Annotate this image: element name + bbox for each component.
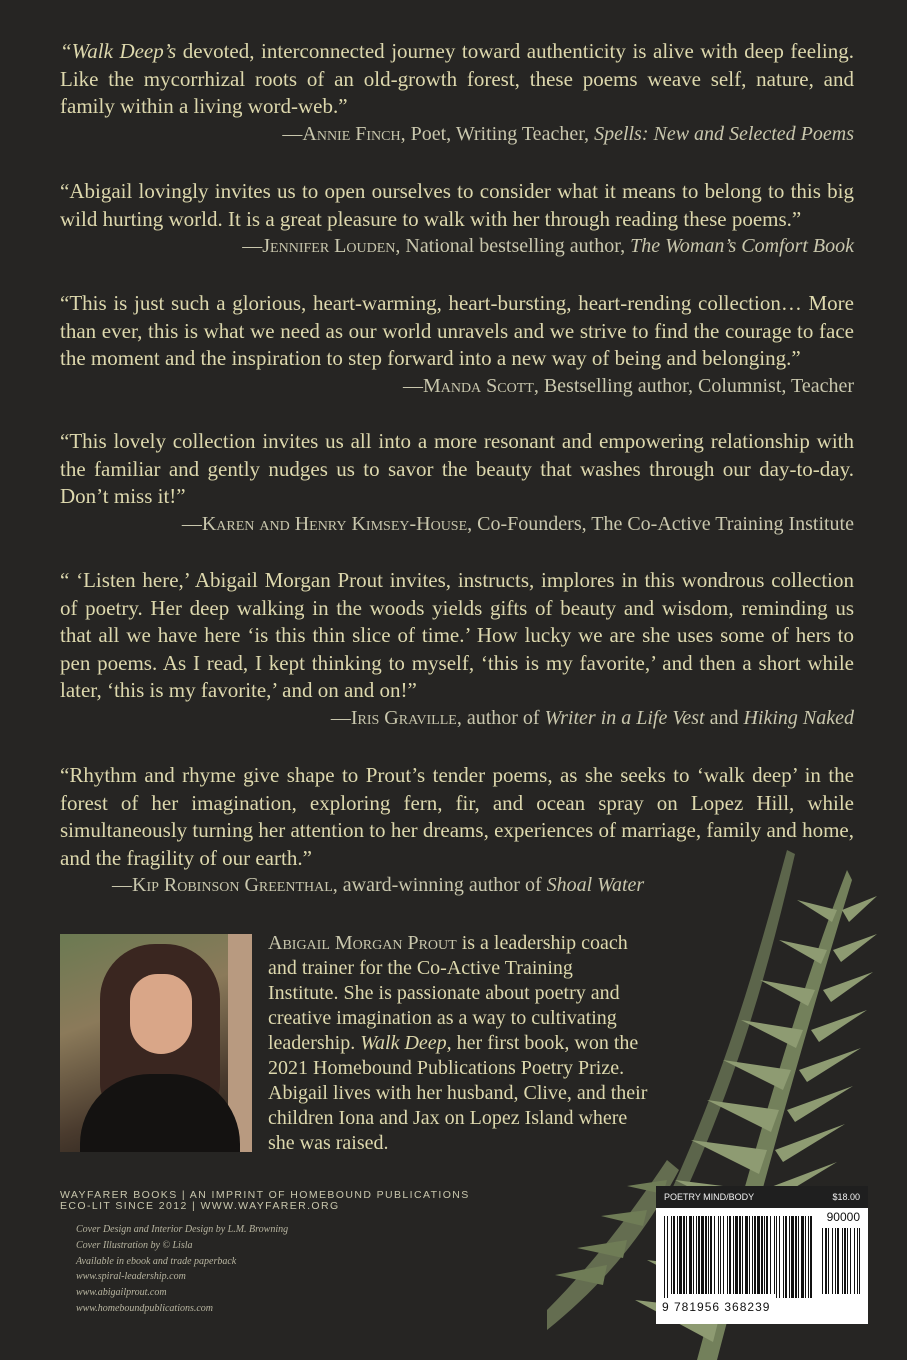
barcode-bar xyxy=(701,1216,704,1294)
barcode-bar xyxy=(847,1228,848,1294)
testimonial xyxy=(60,290,854,400)
barcode-bar xyxy=(673,1216,675,1294)
attribution-role: , Poet, Writing Teacher, xyxy=(400,122,595,145)
attribution-name: —Annie Finch xyxy=(282,122,401,145)
testimonial xyxy=(60,567,854,732)
barcode-bar xyxy=(842,1228,843,1294)
barcode-bar xyxy=(832,1228,833,1294)
barcode-bar xyxy=(805,1216,806,1298)
barcode-bar xyxy=(835,1228,836,1294)
barcode-bar xyxy=(752,1216,753,1294)
author-bio xyxy=(268,931,648,1156)
attribution-title: Spells: New and Selected Poems xyxy=(594,122,854,145)
publisher-info xyxy=(60,1190,480,1212)
barcode-bar xyxy=(733,1216,734,1294)
bio-text: is a leadership coach and trainer for the Co-Active Training Institute. She is passionate about poetry and creative imagination as a way to cultivating leadership. xyxy=(268,932,628,1054)
barcode-bar xyxy=(718,1216,719,1294)
attribution-title: Shoal Water xyxy=(546,874,645,896)
barcode-bar xyxy=(693,1216,694,1294)
author-photo xyxy=(60,934,252,1152)
attribution-role: , Bestselling author, Columnist, Teacher xyxy=(533,374,854,397)
barcode-bar xyxy=(698,1216,700,1294)
barcode-bar xyxy=(714,1216,715,1294)
attribution-name: —Kip Robinson Greenthal xyxy=(112,874,333,896)
testimonial xyxy=(60,762,854,900)
website-link[interactable]: www.abigailprout.com xyxy=(76,1287,167,1299)
barcode-bar xyxy=(739,1216,741,1294)
barcode-bar xyxy=(723,1216,724,1294)
attribution-name: —Jennifer Louden xyxy=(242,235,396,257)
barcode-bar xyxy=(822,1228,823,1294)
attribution-name: —Iris Graville xyxy=(330,706,457,729)
barcode-bar xyxy=(696,1216,697,1294)
quote-attribution xyxy=(60,872,854,900)
quote-text: “This lovely collection invites us all into a more resonant and empowering relationship with the familiar and gently nudges us to savor the beauty that washes through our day-to-day. Don’t miss it!” xyxy=(60,429,854,508)
attribution-name: —Karen and Henry Kimsey-House xyxy=(181,512,468,535)
quote-book-title: “Walk Deep’s xyxy=(60,39,177,63)
barcode-bar xyxy=(770,1216,771,1294)
barcode-bar xyxy=(710,1216,712,1294)
website-link[interactable]: www.spiral-leadership.com xyxy=(76,1271,186,1283)
bio-book-title: Walk Deep, xyxy=(360,1032,452,1054)
quote-text: devoted, interconnected journey toward authenticity is alive with deep feeling. Like the mycorrhizal roots of an old-growth forest, these poems weave self, nature, and family within a living word-web.” xyxy=(60,39,854,118)
barcode-bar xyxy=(727,1216,728,1294)
quote-text: “Abigail lovingly invites us to open ourselves to consider what it means to belong to this big wild hurting world. It is a great pleasure to walk with her through reading these poems.” xyxy=(60,179,854,231)
barcode-bar xyxy=(808,1216,809,1298)
barcode-bar xyxy=(671,1216,672,1294)
quote-text: “This is just such a glorious, heart-warming, heart-bursting, heart-rending collection… More than ever, this is what we need as our world unravels and we strive to find the courage to face the moment and the inspiration to step forward into a new way of being and belonging.” xyxy=(60,291,854,370)
barcode-bar xyxy=(795,1216,797,1298)
barcode-bar xyxy=(785,1216,787,1298)
barcode-bar xyxy=(729,1216,731,1294)
attribution-and: and xyxy=(704,706,744,729)
price-code: 90000 xyxy=(826,1210,860,1224)
bio-text-2: her first book, won the 2021 Homebound Publications Poetry Prize. Abigail lives with her husband, Clive, and their children Iona and Jax on Lopez Island where she was raised. xyxy=(268,1032,648,1154)
attribution-title: The Woman’s Comfort Book xyxy=(630,235,854,257)
barcode-bar xyxy=(789,1216,790,1298)
attribution-title: Writer in a Life Vest xyxy=(544,706,705,729)
barcode-bar xyxy=(776,1216,777,1298)
barcode-bar xyxy=(766,1216,768,1294)
category-label: POETRY MIND/BODY xyxy=(664,1192,755,1202)
barcode-bar xyxy=(720,1216,721,1294)
barcode-bar xyxy=(677,1216,678,1294)
barcode-bar xyxy=(735,1216,738,1294)
publisher-line: ECO-LIT SINCE 2012 | WWW.WAYFARER.ORG xyxy=(60,1200,340,1212)
credit-line: Cover Illustration by © Lisla xyxy=(76,1239,193,1251)
barcode-bar xyxy=(745,1216,748,1294)
price-label: $18.00 xyxy=(832,1192,860,1202)
barcode-bar xyxy=(689,1216,692,1294)
quote-text: “Rhythm and rhyme give shape to Prout’s tender poems, as she seeks to ‘walk deep’ in the forest of her imagination, exploring fern, fir, and ocean spray on Lopez Hill, while simultaneously turning her attention to her dreams, experiences of marriage, family and home, and the fragility of our earth.” xyxy=(60,763,854,870)
barcode-bar xyxy=(708,1216,709,1294)
quote-attribution xyxy=(60,705,854,733)
credit-line: Available in ebook and trade paperback xyxy=(76,1255,237,1267)
barcode-bar xyxy=(844,1228,846,1294)
barcode-bar xyxy=(754,1216,756,1294)
barcode-bar xyxy=(686,1216,687,1294)
attribution-title-2: Hiking Naked xyxy=(743,706,854,729)
barcode-bar xyxy=(801,1216,804,1298)
barcode-bar xyxy=(749,1216,750,1294)
testimonial xyxy=(60,428,854,538)
barcode-bar xyxy=(664,1216,665,1298)
attribution-role: , National bestselling author, xyxy=(395,235,631,257)
barcode-bar xyxy=(679,1216,682,1294)
barcode-bar xyxy=(837,1228,839,1294)
barcode-bar xyxy=(798,1216,799,1298)
barcode-header xyxy=(656,1186,868,1208)
barcode-bar xyxy=(667,1216,668,1298)
author-name: Abigail Morgan Prout xyxy=(268,932,457,954)
credits xyxy=(76,1222,356,1317)
barcode-bar xyxy=(764,1216,765,1294)
barcode-bar xyxy=(705,1216,707,1294)
barcode-bar xyxy=(783,1216,784,1298)
barcode-bar xyxy=(779,1216,780,1298)
isbn-barcode xyxy=(656,1186,868,1324)
barcode-bar xyxy=(854,1228,855,1294)
quote-attribution xyxy=(60,121,854,149)
barcode-bars xyxy=(662,1216,862,1300)
barcode-bar xyxy=(774,1216,775,1294)
quote-attribution xyxy=(60,511,854,539)
barcode-bar xyxy=(791,1216,794,1298)
quote-attribution xyxy=(60,233,854,261)
attribution-name: —Manda Scott xyxy=(402,374,534,397)
credit-line: Cover Design and Interior Design by L.M. Browning xyxy=(76,1224,289,1235)
barcode-bar xyxy=(810,1216,812,1298)
website-link[interactable]: www.homeboundpublications.com xyxy=(76,1302,214,1314)
barcode-bar xyxy=(859,1228,860,1294)
testimonial xyxy=(60,38,854,148)
barcode-bar xyxy=(857,1228,858,1294)
barcode-bar xyxy=(761,1216,763,1294)
barcode-bar xyxy=(683,1216,685,1294)
barcode-bar xyxy=(825,1228,827,1294)
barcode-bar xyxy=(828,1228,829,1294)
attribution-role: , award-winning author of xyxy=(332,874,547,896)
attribution-role: , author of xyxy=(456,706,545,729)
attribution-role: , Co-Founders, The Co-Active Training Institute xyxy=(467,512,854,535)
barcode-bar xyxy=(850,1228,851,1294)
barcode-bar xyxy=(757,1216,760,1294)
isbn-number: 9 781956 368239 xyxy=(662,1300,771,1314)
quote-attribution xyxy=(60,373,854,401)
barcode-bar xyxy=(742,1216,743,1294)
quote-text: “ ‘Listen here,’ Abigail Morgan Prout invites, instructs, implores in this wondrous collection of poetry. Her deep walking in the woods yields gifts of beauty and wisdom, reminding us that all we have here ‘is this thin slice of time.’ How lucky we are she uses some of hers to pen poems. As I read, I kept thinking to myself, ‘this is my favorite,’ and then a short while later, ‘this is my favorite,’ and on and on!” xyxy=(60,568,854,702)
testimonial xyxy=(60,178,854,261)
publisher-line: WAYFARER BOOKS | AN IMPRINT OF HOMEBOUND PUBLICATIONS xyxy=(60,1189,470,1201)
